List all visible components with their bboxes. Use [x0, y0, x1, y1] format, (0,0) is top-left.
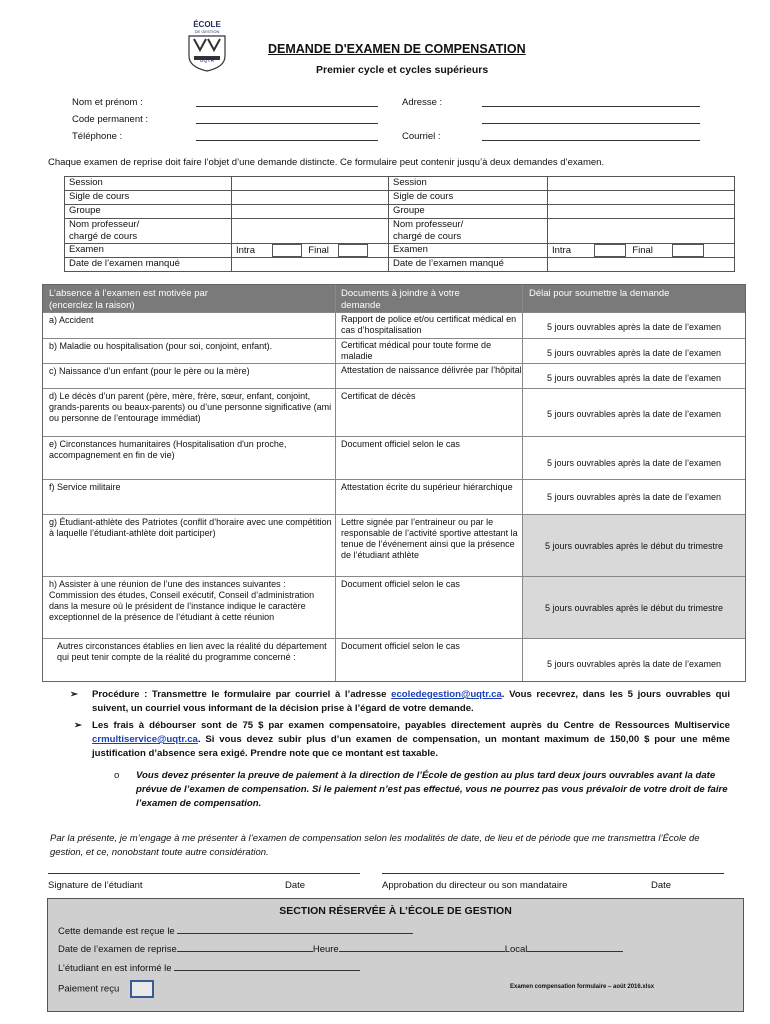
- sigle-label-2: Sigle de cours: [389, 191, 548, 205]
- sigle-field[interactable]: [232, 191, 389, 205]
- procedure-2: [74, 719, 730, 761]
- reason-text: f) Service militaire: [49, 482, 121, 492]
- date-field[interactable]: [232, 258, 389, 272]
- paid-row: [58, 980, 154, 998]
- procedure-1-a: Procédure : Transmettre le formulaire par courriel à l’adresse: [92, 689, 387, 700]
- session-label: Session: [65, 177, 232, 191]
- reason-text: g) Étudiant-athlète des Patriotes (conflit d’horaire avec une compétition à laquelle l’étudiant-athlète doit participer): [49, 517, 332, 538]
- table-row: [43, 638, 745, 682]
- engagement-text: Par la présente, je m’engage à me présenter à l’examen de compensation selon les modalités de date, de lieu et de période que me transmettra l’École de gestion, et ce, nonobstant toute autre considération.: [50, 833, 700, 858]
- examen-label-2: Examen: [389, 244, 548, 258]
- reasons-table-header: [43, 285, 745, 312]
- reason-text: a) Accident: [49, 315, 94, 325]
- exam-date-row: [58, 942, 623, 955]
- reason-text: c) Naissance d’un enfant (pour le père ou la mère): [49, 366, 250, 376]
- heure-label: Heure: [312, 944, 339, 955]
- column-divider: [522, 285, 523, 681]
- courriel-field[interactable]: [482, 140, 700, 141]
- procedure-3-text: Vous devez présenter la preuve de paiement à la direction de l’École de gestion au plus tard deux jours ouvrables avant la date prévue de l’examen de compensation. Si le paiement n’est pas effectué, vous ne pourrez pas vous prévaloir de votre droit de faire l’examen de compensation.: [136, 770, 728, 809]
- date-field-2[interactable]: [548, 258, 735, 272]
- reason-text: e) Circonstances humanitaires (Hospitalisation d'un proche, accompagnement en fin de vie): [49, 439, 287, 460]
- paid-checkbox[interactable]: [130, 980, 154, 998]
- doc-text: Attestation écrite du supérieur hiérarchique: [341, 482, 513, 492]
- logo-text-top: ÉCOLE: [193, 20, 221, 29]
- informed-field[interactable]: [174, 961, 360, 971]
- adresse-label: Adresse :: [402, 97, 443, 108]
- prof-field[interactable]: [232, 219, 389, 244]
- table-row: [43, 388, 745, 437]
- school-logo: [186, 20, 228, 78]
- table-row: [43, 436, 745, 480]
- bullet-arrow-icon: ➢: [74, 720, 83, 731]
- doc-text: Certificat médical pour toute forme de maladie: [341, 340, 492, 361]
- intra-checkbox-2[interactable]: [594, 244, 626, 257]
- informed-row: [58, 961, 360, 974]
- reasons-table: [42, 284, 746, 682]
- doc-text: Rapport de police et/ou certificat médical en cas d’hospitalisation: [341, 314, 517, 335]
- prof-label-line1: Nom professeur/: [69, 219, 140, 230]
- reason-text: d) Le décès d’un parent (père, mère, frère, sœur, enfant, conjoint, grands-parents ou beaux-parents) ou d’une personne significative (ami ou personne de l’entourage immédiat): [49, 391, 332, 423]
- session-field-2[interactable]: [548, 177, 735, 191]
- reason-text: Autres circonstances établies en lien avec la réalité du département qui peut tenir compte de la réalité du programme concerné :: [57, 641, 327, 662]
- adresse-field-2[interactable]: [482, 123, 700, 124]
- code-field[interactable]: [196, 123, 378, 124]
- delay-text: 5 jours ouvrables après le début du trimestre: [544, 603, 724, 613]
- bullet-arrow-icon: ➢: [70, 689, 79, 700]
- nom-label: Nom et prénom :: [72, 97, 143, 108]
- procedure-1-text: [92, 688, 730, 716]
- courriel-label: Courriel :: [402, 131, 441, 142]
- received-field[interactable]: [177, 924, 413, 934]
- delay-text: 5 jours ouvrables après le début du trimestre: [544, 541, 724, 551]
- delay-text: 5 jours ouvrables après la date de l’examen: [546, 348, 722, 358]
- final-checkbox-2[interactable]: [672, 244, 704, 257]
- groupe-label: Groupe: [65, 205, 232, 219]
- table-row: [43, 576, 745, 639]
- footer-filename: Examen compensation formulaire – août 2016.xlsx: [510, 984, 655, 990]
- reasons-head-col2: [341, 288, 460, 312]
- session-label-2: Session: [389, 177, 548, 191]
- reasons-head-col2-line2: demande: [341, 300, 381, 311]
- reserved-title: SECTION RÉSERVÉE À L’ÉCOLE DE GESTION: [279, 905, 512, 917]
- final-checkbox[interactable]: [338, 244, 368, 257]
- table-row: [43, 312, 745, 339]
- groupe-field-2[interactable]: [548, 205, 735, 219]
- local-label: Local: [504, 944, 528, 955]
- student-date-label: Date: [285, 880, 306, 891]
- final-label: Final: [308, 245, 329, 257]
- sigle-label: Sigle de cours: [65, 191, 232, 205]
- reason-text: h) Assister à une réunion de l’une des instances suivantes : Commission des études, Conseil exécutif, Conseil d’administration dans la mesure où le président de l’instance indique le caractère exceptionnel de la présence de l’étudiant à cette réunion: [49, 579, 315, 622]
- reserved-section: [47, 898, 744, 1012]
- heure-field[interactable]: [339, 942, 505, 952]
- groupe-label-2: Groupe: [389, 205, 548, 219]
- prof-label-2-line2: chargé de cours: [393, 231, 462, 242]
- approval-date-label: Date: [651, 880, 672, 891]
- student-signature-field[interactable]: [48, 873, 360, 874]
- tel-field[interactable]: [196, 140, 378, 141]
- prof-label-line2: chargé de cours: [69, 231, 138, 242]
- delay-text: 5 jours ouvrables après la date de l’examen: [546, 409, 722, 419]
- procedure-2-a: Les frais à débourser sont de 75 $ par examen compensatoire, payables directement auprès du Centre de Ressources Multiservice: [92, 720, 730, 731]
- prof-label: [65, 219, 232, 244]
- delay-text: 5 jours ouvrables après la date de l’examen: [546, 458, 722, 468]
- examen-choice: [232, 244, 389, 258]
- doc-text: Document officiel selon le cas: [341, 579, 460, 589]
- email-link-ecoledegestion[interactable]: ecoledegestion@uqtr.ca: [391, 689, 502, 700]
- intra-checkbox[interactable]: [272, 244, 302, 257]
- received-label: Cette demande est reçue le: [58, 926, 175, 937]
- shield-icon: [186, 34, 228, 72]
- exam-date-field[interactable]: [177, 942, 313, 952]
- procedure-3: [114, 769, 730, 811]
- local-field[interactable]: [527, 942, 623, 952]
- doc-text: Attestation de naissance délivrée par l’hôpital: [341, 365, 522, 375]
- reasons-head-col3: Délai pour soumettre la demande: [529, 288, 670, 299]
- reasons-head-col1-line2: (encerclez la raison): [49, 300, 135, 311]
- logo-text-sub: DE GESTION: [194, 29, 220, 34]
- final-label-2: Final: [632, 245, 653, 257]
- student-signature-label: Signature de l’étudiant: [48, 880, 143, 891]
- reasons-head-col2-line1: Documents à joindre à votre: [341, 288, 460, 299]
- approval-label: Approbation du directeur ou son mandataire: [382, 880, 568, 891]
- code-label: Code permanent :: [72, 114, 149, 125]
- prof-label-2: [389, 219, 548, 244]
- intra-label: Intra: [236, 245, 256, 257]
- reason-text: b) Maladie ou hospitalisation (pour soi, conjoint, enfant).: [49, 341, 273, 351]
- page-title: DEMANDE D'EXAMEN DE COMPENSATION: [268, 42, 526, 56]
- doc-text: Document officiel selon le cas: [341, 641, 460, 651]
- approval-signature-field[interactable]: [382, 873, 724, 874]
- delay-text: 5 jours ouvrables après la date de l’examen: [546, 492, 722, 502]
- examen-choice-2: [548, 244, 735, 258]
- table-row: [43, 514, 745, 577]
- exam-date-label: Date de l’examen de reprise: [58, 944, 177, 955]
- procedure-2-b: . Si vous devez subir plus d’un examen de compensation, un montant maximum de 150,00 $ pour une même justification d’absence sera exigé. Prendre note que ce montant est taxable.: [92, 734, 730, 759]
- tel-label: Téléphone :: [72, 131, 123, 142]
- reasons-head-col1-line1: L’absence à l’examen est motivée par: [49, 288, 208, 299]
- column-divider: [335, 285, 336, 681]
- procedure-2-text: [92, 719, 730, 761]
- delay-text: 5 jours ouvrables après la date de l’examen: [546, 373, 722, 383]
- groupe-field[interactable]: [232, 205, 389, 219]
- doc-text: Lettre signée par l’entraineur ou par le responsable de l’activité sportive attestant la tenue de l’événement ainsi que la présence de l’étudiant athlète: [341, 517, 518, 560]
- delay-text: 5 jours ouvrables après la date de l’examen: [546, 322, 722, 332]
- table-row: [43, 363, 745, 389]
- sub-bullet: o: [114, 770, 120, 781]
- email-link-crmultiservice[interactable]: crmultiservice@uqtr.ca: [92, 734, 198, 745]
- procedure-1: [70, 688, 730, 716]
- nom-field[interactable]: [196, 106, 378, 107]
- delay-text: 5 jours ouvrables après la date de l’examen: [546, 659, 722, 669]
- doc-text: Certificat de décès: [341, 391, 416, 401]
- procedure-1-b: . Vous recevrez, dans les 5 jours ouvrables qui suivent, un courriel vous informant de la décision prise à l’égard de votre demande.: [92, 689, 730, 714]
- date-label-2: Date de l’examen manqué: [389, 258, 548, 272]
- paid-label: Paiement reçu: [58, 983, 120, 995]
- intro-text: Chaque examen de reprise doit faire l’objet d’une demande distincte. Ce formulaire peut contenir jusqu’à deux demandes d’examen.: [48, 157, 605, 168]
- adresse-field[interactable]: [482, 106, 700, 107]
- received-row: [58, 924, 413, 937]
- doc-text: Document officiel selon le cas: [341, 439, 460, 449]
- informed-label: L’étudiant en est informé le: [58, 963, 172, 974]
- logo-text-bottom: UQTR: [199, 58, 215, 64]
- reasons-head-col1: [49, 288, 208, 312]
- table-row: [43, 479, 745, 515]
- table-row: [43, 338, 745, 364]
- intra-label-2: Intra: [552, 245, 572, 257]
- page-subtitle: Premier cycle et cycles supérieurs: [316, 64, 489, 76]
- sigle-field-2[interactable]: [548, 191, 735, 205]
- date-label: Date de l’examen manqué: [65, 258, 232, 272]
- prof-field-2[interactable]: [548, 219, 735, 244]
- session-field[interactable]: [232, 177, 389, 191]
- session-table: [64, 176, 735, 272]
- prof-label-2-line1: Nom professeur/: [393, 219, 464, 230]
- examen-label: Examen: [65, 244, 232, 258]
